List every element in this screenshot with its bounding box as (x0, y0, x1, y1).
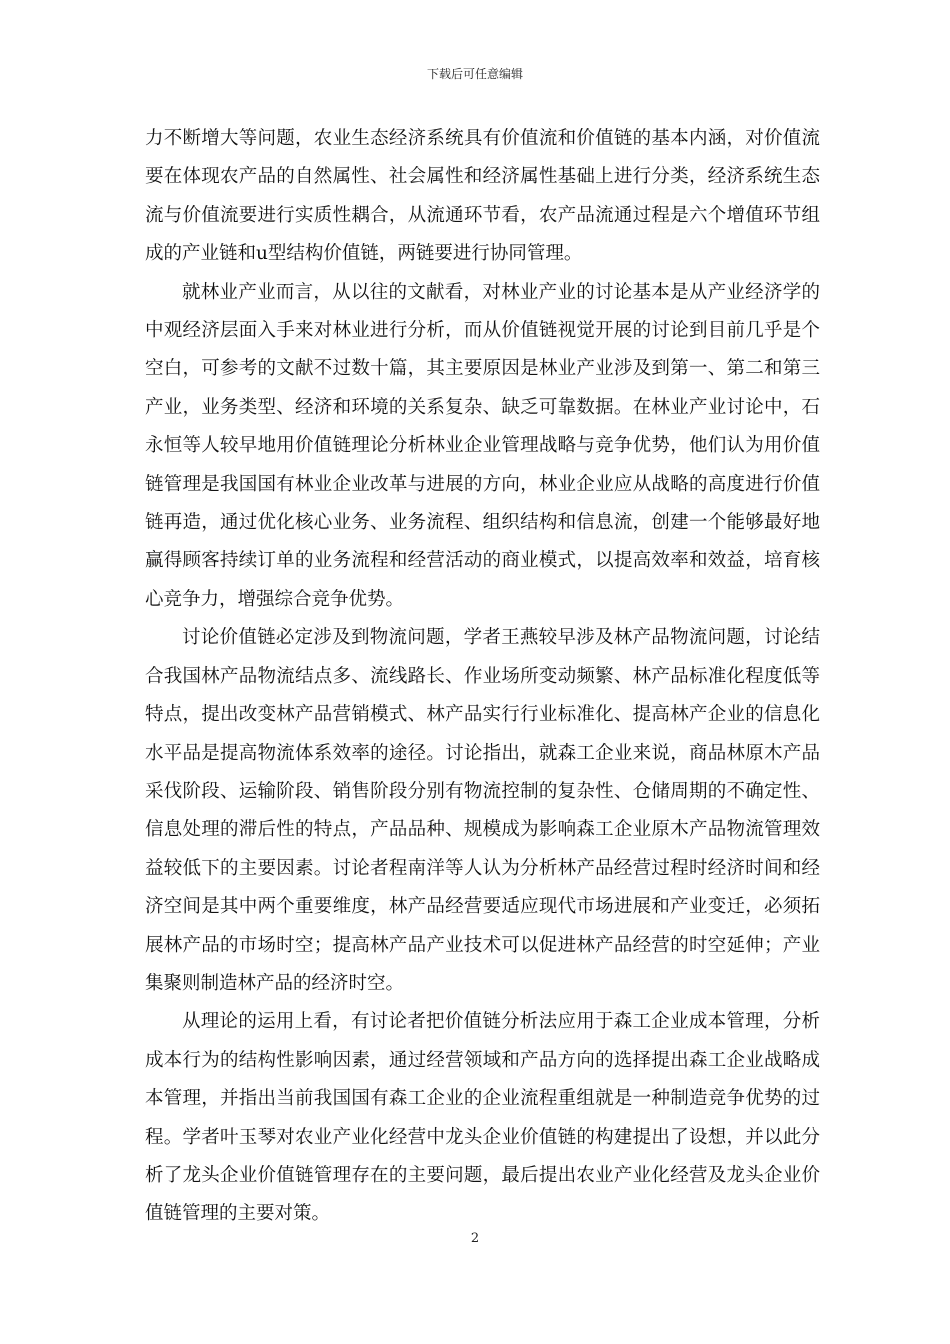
page-number: 2 (470, 1231, 480, 1246)
page-header: 下载后可任意编辑 (426, 67, 523, 81)
paragraph-theory-application: 从理论的运用上看，有讨论者把价值链分析法应用于森工企业成本管理，分析成本行为的结构性影响因素，通过经营领域和产品方向的选择提出森工企业战略成本管理，并指出当前我国国有森工企业的企业流程重组就是一种制造竞争优势的过程。学者叶玉琴对农业产业化经营中龙头企业价值链的构建提出了设想，并以此分析了龙头企业价值链管理存在的主要问题，最后提出农业产业化经营及龙头企业价值链管理的主要对策。 (145, 1011, 820, 1225)
body-text (145, 120, 820, 1234)
paragraph-logistics: 讨论价值链必定涉及到物流问题，学者王燕较早涉及林产品物流问题，讨论结合我国林产品物流结点多、流线路长、作业场所变动频繁、林产品标准化程度低等特点，提出改变林产品营销模式、林产品实行行业标准化、提高林产企业的信息化水平品是提高物流体系效率的途径。讨论指出，就森工企业来说，商品林原木产品采伐阶段、运输阶段、销售阶段分别有物流控制的复杂性、仓储周期的不确定性、信息处理的滞后性的特点，产品品种、规模成为影响森工企业原木产品物流管理效益较低下的主要因素。讨论者程南洋等人认为分析林产品经营过程时经济时间和经济空间是其中两个重要维度，林产品经营要适应现代市场进展和产业变迁，必须拓展林产品的市场时空；提高林产品产业技术可以促进林产品经营的时空延伸；产业集聚则制造林产品的经济时空。 (145, 627, 820, 994)
paragraph-continued: 力不断增大等问题，农业生态经济系统具有价值流和价值链的基本内涵，对价值流要在体现农产品的自然属性、社会属性和经济属性基础上进行分类，经济系统生态流与价值流要进行实质性耦合，从流通环节看，农产品流通过程是六个增值环节组成的产业链和u型结构价值链，两链要进行协同管理。 (145, 128, 820, 265)
paragraph-forestry-industry: 就林业产业而言，从以往的文献看，对林业产业的讨论基本是从产业经济学的中观经济层面入手来对林业进行分析，而从价值链视觉开展的讨论到目前几乎是个空白，可参考的文献不过数十篇，其主要原因是林业产业涉及到第一、第二和第三产业，业务类型、经济和环境的关系复杂、缺乏可靠数据。在林业产业讨论中，石永恒等人较早地用价值链理论分析林业企业管理战略与竞争优势，他们认为用价值链管理是我国国有林业企业改革与进展的方向，林业企业应从战略的高度进行价值链再造，通过优化核心业务、业务流程、组织结构和信息流，创建一个能够最好地赢得顾客持续订单的业务流程和经营活动的商业模式，以提高效率和效益，培育核心竞争力，增强综合竞争优势。 (145, 281, 820, 610)
